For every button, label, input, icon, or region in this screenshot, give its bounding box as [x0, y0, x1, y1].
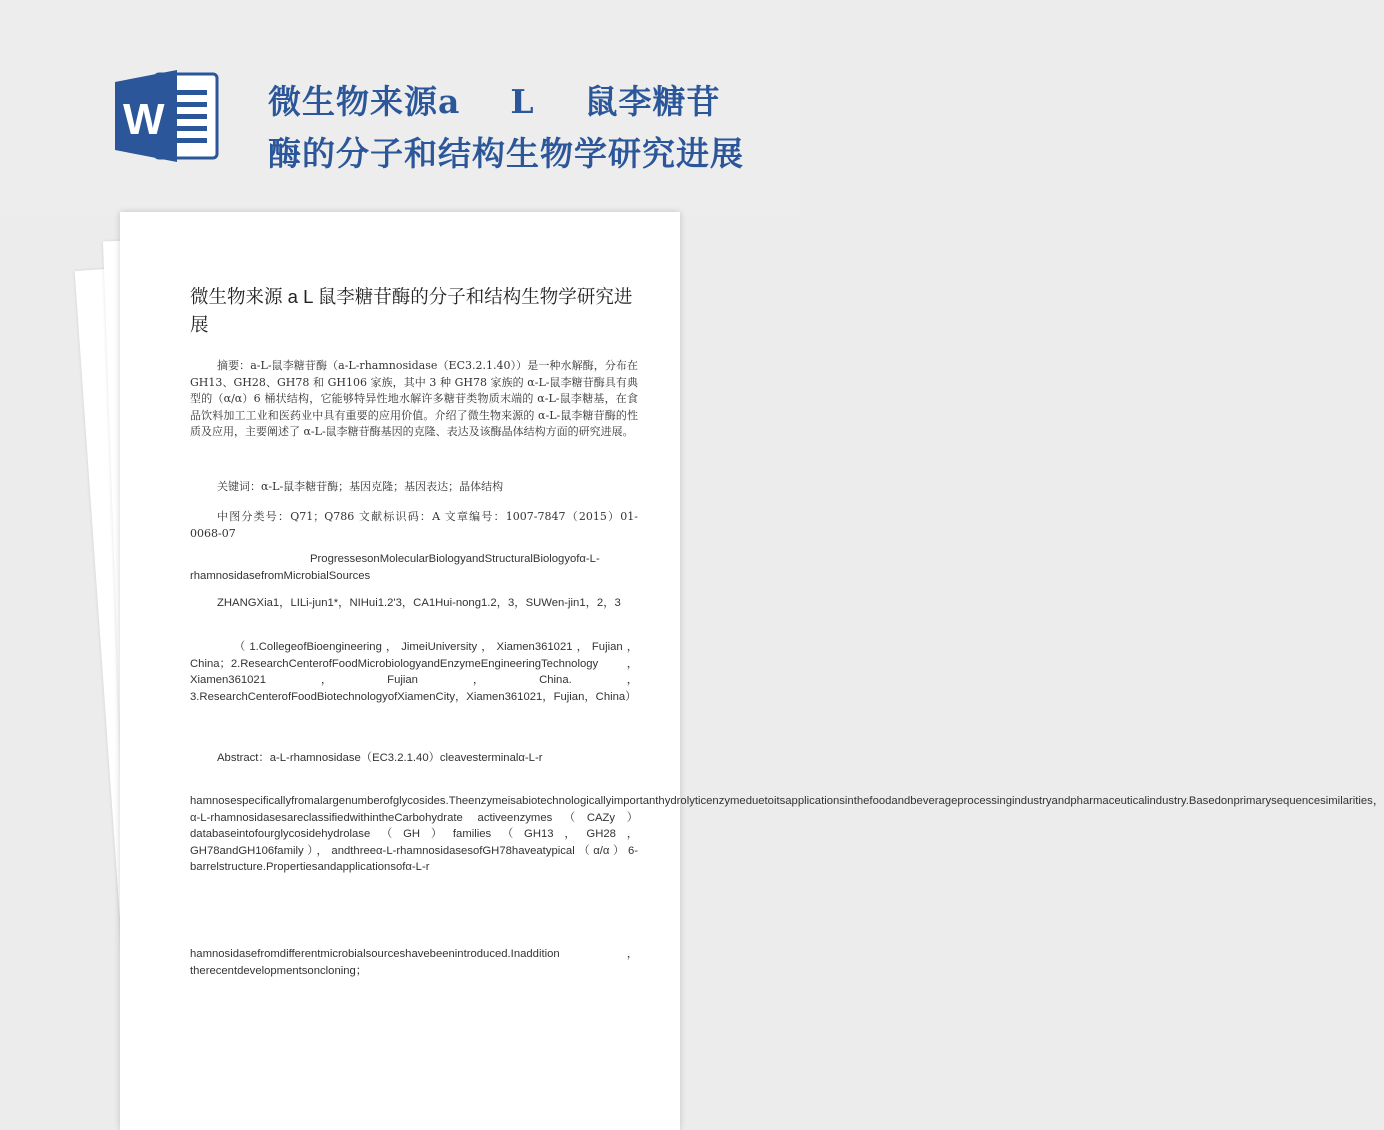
document-title: 微生物来源 a L 鼠李糖苷酶的分子和结构生物学研究进展 [190, 286, 633, 335]
banner-title-line2: 酶的分子和结构生物学研究进展 [268, 134, 744, 173]
abstract-en-tail: hamnosidasefromdifferentmicrobialsourceshavebeenintroduced.Inaddition，therecentdevelopmentsoncloning； [190, 948, 638, 977]
classification-info: 中图分类号：Q71；Q786 文献标识码：A 文章编号：1007-7847（2015）01-0068-07 [190, 510, 638, 540]
authors: ZHANGXia1，LILi-jun1*，NIHui1.2'3，CA1Hui-nong1.2，3，SUWen-jin1，2，3 [217, 597, 621, 609]
abstract-en-head: Abstract：a-L-rhamnosidase（EC3.2.1.40）cleavesterminalα-L-r [217, 752, 543, 764]
abstract-cn: 摘要：a-L-鼠李糖苷酶（a-L-rhamnosidase（EC3.2.1.40））是一种水解酶，分布在 GH13、GH28、GH78 和 GH106 家族，其中 3 种 GH78 家族的 α-L-鼠李糖苷酶具有典型的（α/α）6 桶状结构，它能够特异性地水解许多糖苷类物质末端的 α-L-鼠李糖基，在食品饮料加工工业和医药业中具有重要的应用价值。介绍了微生物来源的 α-L-鼠李糖苷酶的性质及应用，主要阐述了 α-L-鼠李糖苷酶基因的克隆、表达及该酶晶体结构方面的研究进展。 [190, 359, 638, 438]
abstract-en-body: hamnosespecificallyfromalargenumberofglycosides.Theenzymeisabiotechnologicallyimportanthydrolyticenzymeduetoitsapplicationsinthefoodandbeverageprocessingindustryandpharmaceuticalindustry.Basedonprimarysequencesimilarities，α-L-rhamnosidasesareclassifiedwithintheCarbohydrate activeenzymes（CAZy）databaseintofourglycosidehydrolase（GH）families（GH13，GH28，GH78andGH106family），andthreeα-L-rhamnosidasesofGH78haveatypical（α/α）6-barrelstructure.Propertiesandapplicationsofα-L-r [190, 795, 1384, 873]
affiliations: （1.CollegeofBioengineering，JimeiUniversity，Xiamen361021，Fujian，China；2.ResearchCenterofFoodMicrobiologyandEnzymeEngineeringTechnology，Xiamen361021，Fujian，China.，3.ResearchCenterofFoodBiotechnologyofXiamenCity，Xiamen361021，Fujian，China） [190, 641, 638, 703]
banner-title-line1: 微生物来源a L 鼠李糖苷 [268, 82, 721, 121]
word-document-icon [115, 68, 225, 164]
word-icon-letter: W [123, 95, 165, 144]
keywords: 关键词：α-L-鼠李糖苷酶；基因克隆；基因表达；晶体结构 [217, 480, 504, 493]
header-banner [0, 0, 800, 215]
english-title: ProgressesonMolecularBiologyandStructuralBiologyofα-L-rhamnosidasefromMicrobialSources [190, 553, 600, 582]
